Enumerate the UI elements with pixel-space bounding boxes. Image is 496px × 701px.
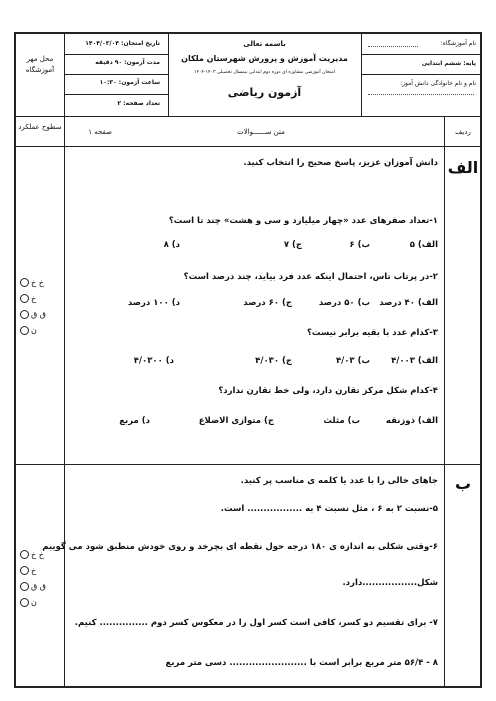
question-6: ۶-وقتی شکلی به اندازه ی ۱۸۰ درجه حول نقطه ای بچرخد و روی خودش منطبق شود می گوییم bbox=[42, 542, 438, 552]
student-name-blank[interactable] bbox=[368, 94, 474, 95]
exam-subtitle: امتحان آموزشی مشاوره ای دوره دوم ابتدایی نیمسال تحصیلی ۱۴۰۳-۱۴۰۴ bbox=[194, 70, 335, 75]
exam-title: آزمون ریاضی bbox=[227, 86, 302, 99]
info-divider bbox=[64, 74, 168, 75]
question-5: ۵-نسبت ۲ به ۶ ، مثل نسبت ۴ به ................. است. bbox=[220, 504, 438, 514]
q4-option-c[interactable]: ج) متوازی الاضلاع bbox=[198, 416, 274, 426]
q4-option-a[interactable]: الف) ذوزنقه bbox=[385, 416, 438, 426]
eval-label: ن bbox=[31, 598, 37, 607]
info-divider bbox=[361, 74, 480, 75]
q1-option-b[interactable]: ب) ۶ bbox=[349, 240, 370, 250]
q3-option-c[interactable]: ج) ۴/۰۳۰ bbox=[255, 356, 292, 366]
q3-option-a[interactable]: الف) ۴/۰۰۳ bbox=[391, 356, 438, 366]
bismillah: باسمه تعالی bbox=[243, 40, 286, 48]
q1-option-c[interactable]: ج) ۷ bbox=[283, 240, 302, 250]
grade-label: پایه: ششم ابتدایی bbox=[421, 60, 476, 67]
eval-label: خ خ bbox=[31, 550, 44, 559]
section-divider bbox=[16, 464, 480, 465]
section-be-instruction: جاهای خالی را با عدد یا کلمه ی مناسب پر کنید. bbox=[240, 476, 438, 486]
performance-header: سطوح عملکرد bbox=[18, 123, 62, 131]
page-number: صفحه ۱ bbox=[88, 128, 112, 136]
row-column-divider bbox=[444, 116, 445, 686]
bubble-icon bbox=[20, 326, 29, 335]
exam-time: ساعت آزمون: ۱۰:۳۰ bbox=[99, 79, 160, 86]
exam-date: تاریخ امتحان: ۱۴۰۴/۰۳/۰۴ bbox=[85, 40, 160, 47]
section-letter-alef: الف bbox=[447, 158, 479, 177]
question-4: ۴-کدام شکل مرکز تقارن دارد، ولی خط تقارن ندارد؟ bbox=[218, 386, 438, 396]
question-3: ۳-کدام عدد با بقیه برابر نیست؟ bbox=[306, 328, 438, 338]
eval-label: ق ق bbox=[31, 310, 46, 319]
eval-option-gh-gh[interactable] bbox=[18, 582, 66, 591]
question-6-continuation: شکل.................دارد. bbox=[342, 578, 438, 588]
eval-option-kh[interactable] bbox=[18, 566, 66, 575]
info-divider bbox=[64, 54, 168, 55]
q4-option-d[interactable]: د) مربع bbox=[119, 416, 150, 426]
eval-option-kh-kh[interactable] bbox=[18, 278, 66, 287]
bubble-icon bbox=[20, 566, 29, 575]
eval-option-gh-gh[interactable] bbox=[18, 310, 66, 319]
bubble-icon bbox=[20, 294, 29, 303]
eval-option-n[interactable] bbox=[18, 598, 66, 607]
bubble-icon bbox=[20, 598, 29, 607]
exam-duration: مدت آزمون: ۹۰ دقیقه bbox=[95, 59, 160, 66]
q2-option-d[interactable]: د) ۱۰۰ درصد bbox=[127, 298, 180, 308]
table-header-divider bbox=[16, 146, 480, 147]
school-name-blank[interactable] bbox=[368, 46, 418, 47]
q2-option-a[interactable]: الف) ۴۰ درصد bbox=[379, 298, 438, 308]
q4-option-b[interactable]: ب) مثلث bbox=[323, 416, 360, 426]
bubble-icon bbox=[20, 582, 29, 591]
q3-option-d[interactable]: د) ۴/۰۳۰۰ bbox=[133, 356, 174, 366]
question-8: ۸ - ۵۶/۴ متر مربع برابر است با ........................ دسی متر مربع bbox=[165, 658, 438, 668]
seal-label: محل مهر آموزشگاه bbox=[25, 55, 55, 74]
eval-option-n[interactable] bbox=[18, 326, 66, 335]
question-7: ۷- برای تقسیم دو کسر، کافی است کسر اول را در معکوس کسر دوم ............... کنیم. bbox=[74, 618, 438, 628]
student-name-label: نام و نام خانوادگی دانش آموز: bbox=[400, 80, 476, 87]
bubble-icon bbox=[20, 550, 29, 559]
info-divider bbox=[361, 54, 480, 55]
q1-option-d[interactable]: د) ۸ bbox=[163, 240, 180, 250]
header-col-divider bbox=[361, 34, 362, 116]
eval-option-kh-kh[interactable] bbox=[18, 550, 66, 559]
header-col-divider bbox=[64, 34, 65, 116]
eval-label: خ خ bbox=[31, 278, 44, 287]
info-divider bbox=[64, 94, 168, 95]
organization-name: مدیریت آموزش و پرورش شهرستان ملکان bbox=[181, 54, 348, 63]
section-letter-be: ب bbox=[454, 474, 472, 493]
school-name-label: نام آموزشگاه: bbox=[440, 40, 476, 47]
row-header: ردیف bbox=[455, 128, 471, 136]
eval-label: خ bbox=[31, 566, 37, 575]
q2-option-c[interactable]: ج) ۶۰ درصد bbox=[243, 298, 292, 308]
section-alef-instruction: دانش آموزان عزیز، پاسخ صحیح را انتخاب کنید. bbox=[243, 158, 438, 168]
q2-option-b[interactable]: ب) ۵۰ درصد bbox=[318, 298, 370, 308]
eval-label: خ bbox=[31, 294, 37, 303]
exam-page bbox=[14, 32, 482, 688]
question-1: ۱-تعداد صفرهای عدد «چهار میلیارد و سی و هشت» چند تا است؟ bbox=[168, 216, 438, 226]
q3-option-b[interactable]: ب) ۴/۰۳ bbox=[335, 356, 370, 366]
q1-option-a[interactable]: الف) ۵ bbox=[409, 240, 438, 250]
eval-label: ن bbox=[31, 326, 37, 335]
eval-option-kh[interactable] bbox=[18, 294, 66, 303]
exam-pages: تعداد صفحه: ۲ bbox=[117, 100, 160, 107]
questions-header: متن ســــــوالات bbox=[237, 128, 285, 136]
question-2: ۲-در پرتاب تاس، احتمال اینکه عدد فرد بیاید، چند درصد است؟ bbox=[183, 272, 438, 282]
bubble-icon bbox=[20, 278, 29, 287]
header-divider bbox=[16, 116, 480, 117]
eval-label: ق ق bbox=[31, 582, 46, 591]
bubble-icon bbox=[20, 310, 29, 319]
